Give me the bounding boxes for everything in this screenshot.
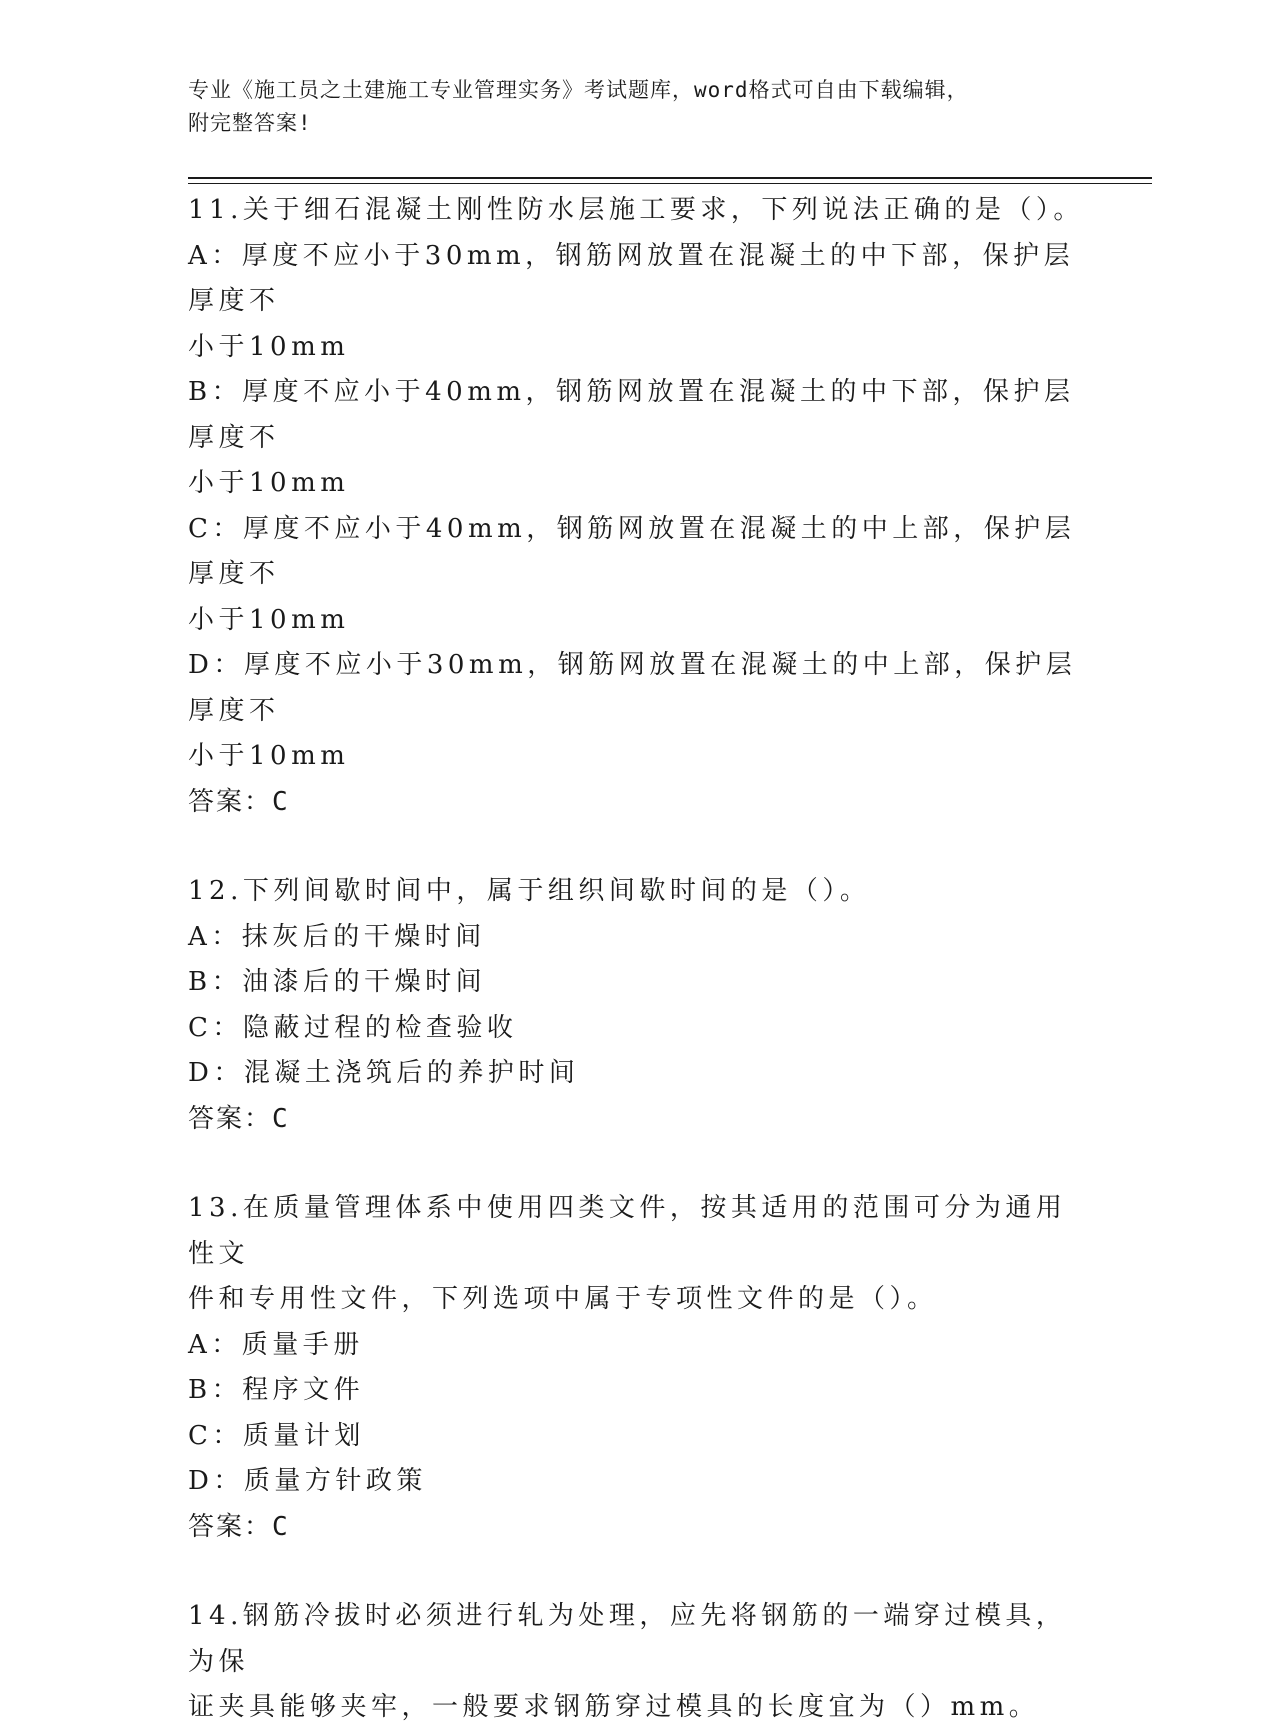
- header-divider-thin: [188, 183, 1152, 184]
- option-d: D：质量方针政策: [188, 1466, 427, 1496]
- option-c: C：厚度不应小于40mm，钢筋网放置在混凝土的中上部，保护层厚度不: [188, 513, 1076, 589]
- question-text: 11.关于细石混凝土刚性防水层施工要求，下列说法正确的是（）。: [188, 195, 1084, 225]
- answer: 答案：C: [188, 1511, 290, 1542]
- header-divider-thick: [188, 177, 1152, 179]
- header-line-2: 附完整答案!: [188, 111, 312, 135]
- question-13: [188, 1186, 1088, 1550]
- option-a: A：厚度不应小于30mm，钢筋网放置在混凝土的中下部，保护层厚度不: [188, 240, 1075, 316]
- answer: 答案：C: [188, 786, 290, 817]
- question-12: [188, 869, 1088, 1142]
- option-c: C：质量计划: [188, 1420, 365, 1451]
- option-b-cont: 小于10mm: [188, 468, 350, 498]
- option-b: B：程序文件: [188, 1375, 365, 1405]
- question-list: [188, 188, 1088, 1731]
- option-a: A：抹灰后的干燥时间: [188, 921, 486, 952]
- document-header: [188, 74, 1088, 140]
- option-a-cont: 小于10mm: [188, 331, 350, 362]
- option-d: D：混凝土浇筑后的养护时间: [188, 1058, 580, 1088]
- question-text: 14.钢筋冷拔时必须进行轧为处理，应先将钢筋的一端穿过模具，为保: [188, 1601, 1067, 1677]
- question-text-cont: 件和专用性文件，下列选项中属于专项性文件的是（）。: [188, 1284, 938, 1314]
- answer: 答案：C: [188, 1103, 290, 1134]
- option-b: B：厚度不应小于40mm，钢筋网放置在混凝土的中下部，保护层厚度不: [188, 377, 1075, 453]
- question-11: [188, 188, 1088, 825]
- question-14: [188, 1594, 1088, 1731]
- option-d-cont: 小于10mm: [188, 741, 350, 771]
- question-text-cont: 证夹具能够夹牢，一般要求钢筋穿过模具的长度宜为（）mm。: [188, 1692, 1040, 1722]
- option-d: D：厚度不应小于30mm，钢筋网放置在混凝土的中上部，保护层厚度不: [188, 650, 1077, 726]
- option-c-cont: 小于10mm: [188, 604, 350, 635]
- question-text: 12.下列间歇时间中，属于组织间歇时间的是（）。: [188, 876, 871, 906]
- header-line-1: 专业《施工员之土建施工专业管理实务》考试题库，word格式可自由下载编辑，: [188, 78, 969, 102]
- question-text: 13.在质量管理体系中使用四类文件，按其适用的范围可分为通用性文: [188, 1193, 1067, 1269]
- option-c: C：隐蔽过程的检查验收: [188, 1012, 518, 1043]
- option-a: A：质量手册: [188, 1329, 364, 1360]
- option-b: B：油漆后的干燥时间: [188, 967, 487, 997]
